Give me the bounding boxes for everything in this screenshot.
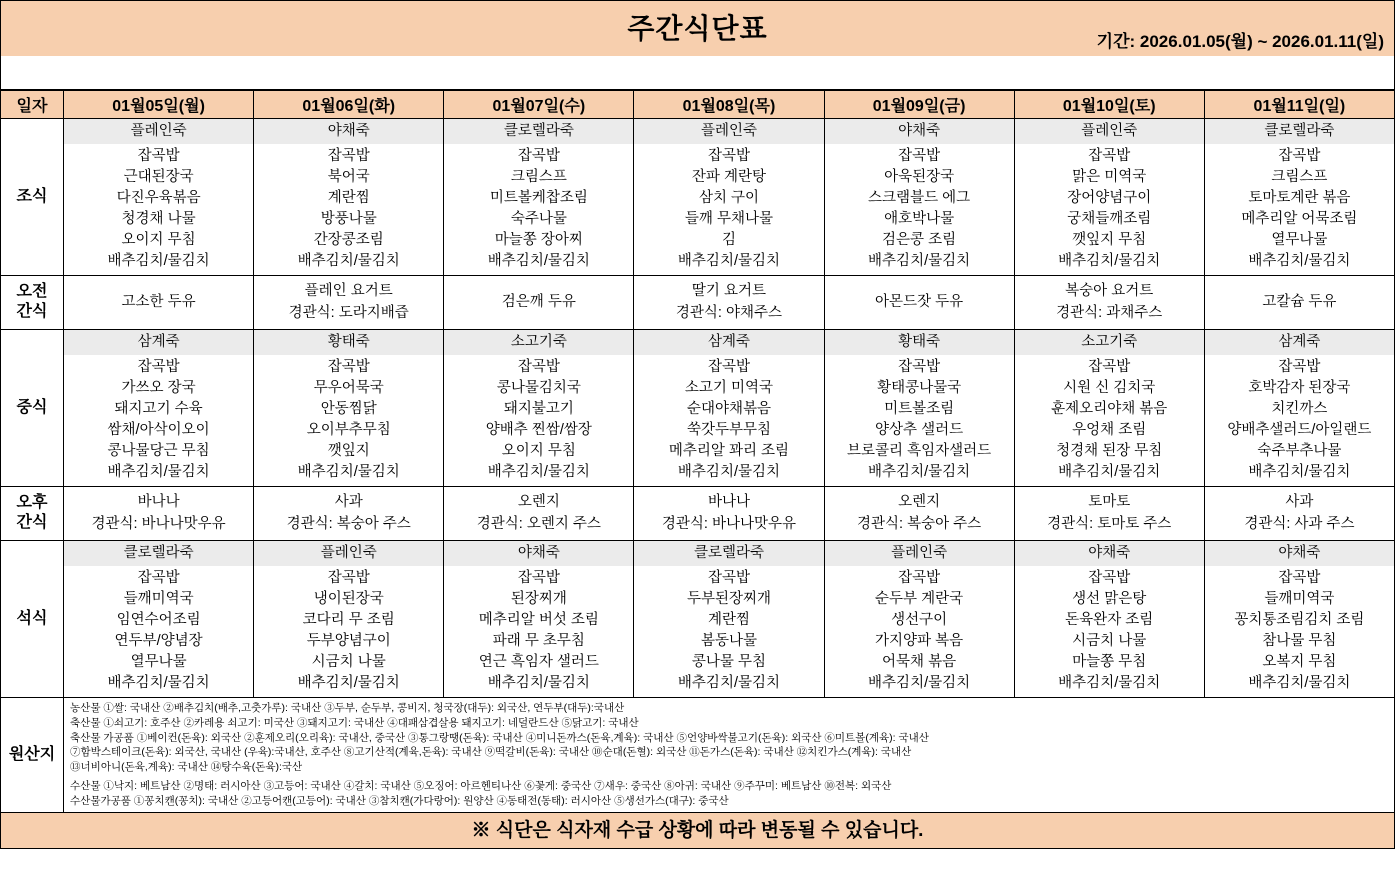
menu-items: [1205, 144, 1394, 275]
footer-notice: ※ 식단은 식자재 수급 상황에 따라 변동될 수 있습니다.: [0, 813, 1395, 849]
menu-item: 배추김치/물김치: [297, 252, 400, 269]
menu-item: 잡곡밥: [1088, 147, 1131, 164]
menu-item: 참나물 무침: [1262, 632, 1337, 649]
snack-cell: [1014, 486, 1204, 540]
menu-item: 순대야채볶음: [686, 400, 771, 417]
meal-cell: [444, 540, 634, 697]
menu-item: 시금치 나물: [311, 653, 386, 670]
menu-item: 깻잎지 무침: [1072, 231, 1147, 248]
porridge-item: 삼계죽: [64, 330, 253, 355]
menu-item: 콩나물김치국: [496, 379, 581, 396]
menu-item: 숙주나물: [510, 210, 567, 227]
menu-item: 배추김치/물김치: [487, 463, 590, 480]
menu-item: 배추김치/물김치: [1058, 674, 1161, 691]
menu-item: 미트볼조림: [884, 400, 955, 417]
menu-item: 치킨까스: [1271, 400, 1328, 417]
snack-item: 복숭아 요거트: [1065, 282, 1154, 299]
menu-item: 배추김치/물김치: [868, 674, 971, 691]
day-header-1: 01월06일(화): [254, 91, 444, 119]
menu-item: 검은콩 조림: [882, 231, 957, 248]
menu-item: 배추김치/물김치: [297, 674, 400, 691]
page-header: [0, 0, 1395, 56]
menu-item: 배추김치/물김치: [107, 463, 210, 480]
tube-feed-item: 경관식: 바나나맛우유: [91, 516, 226, 533]
menu-item: 양배추샐러드/아일랜드: [1227, 421, 1372, 438]
snack-item: 딸기 요거트: [691, 282, 766, 299]
menu-items: [825, 144, 1014, 275]
menu-table: [0, 90, 1395, 813]
menu-item: 잡곡밥: [517, 569, 560, 586]
menu-items: [1015, 144, 1204, 275]
tube-feed-item: 경관식: 복숭아 주스: [286, 516, 411, 533]
menu-item: 마늘쫑 장아찌: [494, 231, 583, 248]
row-label-morning-snack: 오전 간식: [1, 275, 64, 329]
menu-item: 쌈채/아삭이오이: [107, 421, 210, 438]
porridge-item: 황태죽: [825, 330, 1014, 355]
porridge-item: 플레인죽: [825, 541, 1014, 566]
origin-line: 농산물 ①쌀: 국내산 ②배추김치(배추,고춧가루): 국내산 ③두부, 순두부, 콩비지, 청국장(대두): 외국산, 연두부(대두):국내산: [70, 701, 625, 714]
menu-item: 배추김치/물김치: [1248, 674, 1351, 691]
menu-item: 궁채들깨조림: [1067, 210, 1152, 227]
menu-item: 아욱된장국: [884, 168, 955, 185]
menu-item: 배추김치/물김치: [677, 463, 780, 480]
menu-item: 잡곡밥: [707, 147, 750, 164]
porridge-item: 삼계죽: [1205, 330, 1394, 355]
snack-cell: [64, 486, 254, 540]
snack-item: 플레인 요거트: [304, 282, 393, 299]
menu-item: 배추김치/물김치: [868, 252, 971, 269]
row-label-afternoon-snack: 오후 간식: [1, 486, 64, 540]
menu-items: [64, 566, 253, 697]
day-header-0: 01월05일(월): [64, 91, 254, 119]
snack-cell: [824, 486, 1014, 540]
menu-item: 계란찜: [707, 611, 750, 628]
menu-item: 잡곡밥: [1278, 569, 1321, 586]
tube-feed-item: 경관식: 과채주스: [1056, 305, 1163, 322]
corner-label: 일자: [1, 91, 64, 119]
menu-item: 토마토계란 볶음: [1248, 189, 1351, 206]
menu-item: 돼지고기 수육: [114, 400, 203, 417]
menu-item: 배추김치/물김치: [1058, 252, 1161, 269]
row-label-breakfast: 조식: [1, 119, 64, 276]
snack-cell: [64, 275, 254, 329]
meal-cell: [64, 329, 254, 486]
row-label-lunch: 중식: [1, 329, 64, 486]
menu-items: [825, 566, 1014, 697]
porridge-item: 삼계죽: [634, 330, 823, 355]
menu-item: 잡곡밥: [137, 358, 180, 375]
tube-feed-item: 경관식: 야채주스: [675, 305, 783, 322]
snack-item: 오렌지: [517, 493, 560, 510]
porridge-item: 클로렐라죽: [634, 541, 823, 566]
menu-item: 잡곡밥: [137, 147, 180, 164]
menu-item: 크림스프: [1271, 168, 1328, 185]
meal-cell: [634, 329, 824, 486]
menu-items: [1015, 566, 1204, 697]
meal-cell: [64, 540, 254, 697]
meal-cell: [824, 540, 1014, 697]
menu-item: 배추김치/물김치: [297, 463, 400, 480]
meal-cell: [1014, 119, 1204, 276]
snack-cell: [634, 275, 824, 329]
menu-item: 오이지 무침: [121, 231, 196, 248]
menu-item: 돈육완자 조림: [1065, 611, 1154, 628]
menu-item: 스크램블드 에그: [868, 189, 971, 206]
menu-item: 콩나물 무침: [691, 653, 766, 670]
snack-cell: [254, 275, 444, 329]
porridge-item: 클로렐라죽: [64, 541, 253, 566]
porridge-item: 클로렐라죽: [444, 119, 633, 144]
menu-item: 오복지 무침: [1262, 653, 1337, 670]
origin-line: ⑦함박스테이크(돈육): 외국산, 국내산 (우육):국내산, 호주산 ⑧고기산적(계육,돈육): 국내산 ⑨떡갈비(돈육): 국내산 ⑩순대(돈혈): 외국산 ⑪돈가스(돈육): 국내산 ⑫치킨가스(계육): 국내산: [70, 746, 912, 759]
menu-item: 열무나물: [1271, 231, 1328, 248]
menu-items: [64, 144, 253, 275]
meal-cell: [824, 329, 1014, 486]
menu-item: 잔파 계란탕: [691, 168, 766, 185]
origin-line: 수산물가공품 ①꽁치캔(꽁치): 국내산 ②고등어캔(고등어): 국내산 ③참치캔(가다랑어): 원양산 ④동태전(동태): 러시아산 ⑤생선가스(대구): 중국산: [70, 795, 729, 808]
tube-feed-item: 경관식: 오렌지 주스: [476, 516, 601, 533]
menu-item: 크림스프: [510, 168, 567, 185]
porridge-item: 소고기죽: [1015, 330, 1204, 355]
header-spacer: [0, 56, 1395, 90]
snack-item: 고소한 두유: [121, 294, 196, 311]
day-header-4: 01월09일(금): [824, 91, 1014, 119]
meal-cell: [1204, 119, 1394, 276]
table-row-dinner: [1, 540, 1395, 697]
menu-item: 코다리 무 조림: [302, 611, 395, 628]
menu-item: 미트볼케찹조림: [489, 189, 588, 206]
menu-item: 애호박나물: [884, 210, 955, 227]
menu-item: 황태콩나물국: [877, 379, 962, 396]
menu-item: 두부된장찌개: [686, 590, 771, 607]
porridge-item: 클로렐라죽: [1205, 119, 1394, 144]
menu-item: 두부양념구이: [306, 632, 391, 649]
page-title: 주간식단표: [627, 13, 768, 44]
row-label-origin: 원산지: [1, 697, 64, 812]
menu-item: 북어국: [327, 168, 370, 185]
menu-items: [634, 144, 823, 275]
snack-item: 아몬드잣 두유: [875, 294, 964, 311]
menu-item: 들깨 무채나물: [684, 210, 773, 227]
menu-item: 청경채 나물: [121, 210, 196, 227]
origin-line: 축산물 가공품 ①베이컨(돈육): 외국산 ②훈제오리(오리육): 국내산, 중국산 ③통그랑땡(돈육): 국내산 ④미니돈까스(돈육,계육): 국내산 ⑤언양바싹불고기(돈육): 외국산 ⑥미트볼(계육): 국내산: [70, 731, 929, 744]
snack-item: 사과: [1285, 493, 1314, 510]
menu-item: 파래 무 초무침: [492, 632, 585, 649]
menu-item: 배추김치/물김치: [1248, 252, 1351, 269]
menu-item: 잡곡밥: [1088, 569, 1131, 586]
snack-cell: [1014, 275, 1204, 329]
menu-items: [444, 355, 633, 486]
tube-feed-item: 경관식: 도라지배즙: [288, 305, 409, 322]
menu-item: 잡곡밥: [1278, 358, 1321, 375]
menu-item: 잡곡밥: [707, 569, 750, 586]
row-label-dinner: 석식: [1, 540, 64, 697]
menu-item: 깻잎지: [327, 442, 370, 459]
menu-item: 생선 맑은탕: [1072, 590, 1147, 607]
menu-item: 호박감자 된장국: [1248, 379, 1351, 396]
table-row-lunch: [1, 329, 1395, 486]
menu-item: 된장찌개: [510, 590, 567, 607]
menu-item: 마늘쫑 무침: [1072, 653, 1147, 670]
snack-cell: [444, 275, 634, 329]
meal-cell: [254, 540, 444, 697]
day-header-5: 01월10일(토): [1014, 91, 1204, 119]
porridge-item: 플레인죽: [634, 119, 823, 144]
menu-item: 배추김치/물김치: [487, 252, 590, 269]
menu-item: 안동찜닭: [320, 400, 377, 417]
porridge-item: 플레인죽: [1015, 119, 1204, 144]
meal-cell: [1014, 540, 1204, 697]
snack-item: 검은깨 두유: [501, 294, 576, 311]
menu-table-head: [1, 91, 1395, 119]
meal-cell: [1014, 329, 1204, 486]
tube-feed-item: 경관식: 사과 주스: [1244, 516, 1355, 533]
porridge-item: 야채죽: [254, 119, 443, 144]
porridge-item: 야채죽: [1015, 541, 1204, 566]
menu-item: 잡곡밥: [327, 358, 370, 375]
menu-item: 훈제오리야채 볶음: [1051, 400, 1168, 417]
menu-item: 간장콩조림: [313, 231, 384, 248]
menu-item: 시원 신 김치국: [1063, 379, 1156, 396]
menu-item: 배추김치/물김치: [487, 674, 590, 691]
porridge-item: 플레인죽: [254, 541, 443, 566]
meal-cell: [1204, 540, 1394, 697]
meal-cell: [254, 329, 444, 486]
menu-item: 냉이된장국: [313, 590, 384, 607]
meal-cell: [634, 119, 824, 276]
tube-feed-item: 경관식: 토마토 주스: [1047, 516, 1172, 533]
menu-item: 삼치 구이: [698, 189, 759, 206]
menu-item: 맑은 미역국: [1072, 168, 1147, 185]
menu-item: 다진우육볶음: [116, 189, 201, 206]
origin-info: [64, 697, 1395, 812]
menu-item: 무우어묵국: [313, 379, 384, 396]
menu-item: 오이부추무침: [306, 421, 391, 438]
menu-item: 콩나물당근 무침: [107, 442, 210, 459]
menu-item: 배추김치/물김치: [1248, 463, 1351, 480]
origin-line: 수산물 ①낙지: 베트남산 ②명태: 러시아산 ③고등어: 국내산 ④갈치: 국내산 ⑤오징어: 아르헨티나산 ⑥꽃게: 중국산 ⑦새우: 중국산 ⑧아귀: 국내산 ⑨주꾸미: 베트남산 ⑩전복: 외국산: [70, 780, 892, 793]
menu-item: 배추김치/물김치: [1058, 463, 1161, 480]
menu-item: 메추리알 어묵조림: [1241, 210, 1358, 227]
porridge-item: 소고기죽: [444, 330, 633, 355]
menu-item: 잡곡밥: [1278, 147, 1321, 164]
meal-cell: [254, 119, 444, 276]
porridge-item: 플레인죽: [64, 119, 253, 144]
menu-items: [444, 144, 633, 275]
menu-item: 청경채 된장 무침: [1056, 442, 1163, 459]
menu-item: 장어양념구이: [1067, 189, 1152, 206]
menu-item: 연두부/양념장: [114, 632, 203, 649]
menu-item: 연근 흑임자 샐러드: [478, 653, 599, 670]
menu-item: 열무나물: [130, 653, 187, 670]
menu-item: 양상추 샐러드: [875, 421, 964, 438]
menu-items: [254, 144, 443, 275]
menu-item: 계란찜: [327, 189, 370, 206]
day-header-2: 01월07일(수): [444, 91, 634, 119]
menu-items: [64, 355, 253, 486]
menu-item: 봄동나물: [700, 632, 757, 649]
menu-items: [254, 355, 443, 486]
snack-item: 바나나: [137, 493, 180, 510]
snack-item: 고칼슘 두유: [1262, 294, 1337, 311]
menu-item: 브로콜리 흑임자샐러드: [847, 442, 992, 459]
menu-item: 숙주부추나물: [1257, 442, 1342, 459]
meal-cell: [824, 119, 1014, 276]
snack-item: 토마토: [1088, 493, 1131, 510]
porridge-item: 황태죽: [254, 330, 443, 355]
table-row-origin: [1, 697, 1395, 812]
snack-item: 사과: [334, 493, 363, 510]
porridge-item: 야채죽: [1205, 541, 1394, 566]
table-header-row: [1, 91, 1395, 119]
menu-item: 임연수어조림: [116, 611, 201, 628]
menu-item: 김: [721, 231, 736, 248]
tube-feed-item: 경관식: 바나나맛우유: [661, 516, 797, 533]
menu-item: 방풍나물: [320, 210, 377, 227]
menu-item: 잡곡밥: [517, 358, 560, 375]
snack-cell: [444, 486, 634, 540]
menu-item: 근대된장국: [123, 168, 194, 185]
menu-table-body: [1, 119, 1395, 813]
menu-item: 가지양파 복음: [875, 632, 964, 649]
day-header-6: 01월11일(일): [1204, 91, 1394, 119]
snack-cell: [254, 486, 444, 540]
meal-cell: [444, 329, 634, 486]
porridge-item: 야채죽: [825, 119, 1014, 144]
menu-item: 잡곡밥: [707, 358, 750, 375]
menu-item: 메추리알 꽈리 조림: [668, 442, 790, 459]
menu-item: 시금치 나물: [1072, 632, 1147, 649]
menu-item: 양배추 찐쌈/쌈장: [485, 421, 592, 438]
menu-item: 어묵채 볶음: [882, 653, 957, 670]
snack-item: 바나나: [707, 493, 750, 510]
table-row-breakfast: [1, 119, 1395, 276]
menu-item: 들깨미역국: [123, 590, 194, 607]
menu-item: 잡곡밥: [898, 569, 941, 586]
menu-item: 배추김치/물김치: [677, 674, 780, 691]
menu-item: 잡곡밥: [327, 147, 370, 164]
menu-items: [1205, 355, 1394, 486]
menu-items: [1205, 566, 1394, 697]
menu-item: 잡곡밥: [517, 147, 560, 164]
snack-item: 오렌지: [898, 493, 941, 510]
menu-item: 잡곡밥: [898, 358, 941, 375]
snack-cell: [1204, 486, 1394, 540]
meal-cell: [1204, 329, 1394, 486]
menu-items: [1015, 355, 1204, 486]
porridge-item: 야채죽: [444, 541, 633, 566]
menu-item: 배추김치/물김치: [677, 252, 780, 269]
snack-cell: [824, 275, 1014, 329]
day-header-3: 01월08일(목): [634, 91, 824, 119]
menu-item: 생선구이: [891, 611, 948, 628]
menu-item: 들깨미역국: [1264, 590, 1335, 607]
menu-items: [444, 566, 633, 697]
menu-item: 잡곡밥: [137, 569, 180, 586]
snack-cell: [1204, 275, 1394, 329]
menu-item: 배추김치/물김치: [107, 252, 210, 269]
menu-item: 잡곡밥: [327, 569, 370, 586]
menu-item: 돼지불고기: [503, 400, 574, 417]
origin-line: ⑬너비아니(돈육,계육): 국내산 ⑭탕수육(돈육):국산: [70, 761, 303, 774]
menu-items: [634, 355, 823, 486]
menu-item: 우엉채 조림: [1072, 421, 1147, 438]
menu-item: 잡곡밥: [898, 147, 941, 164]
meal-cell: [444, 119, 634, 276]
snack-cell: [634, 486, 824, 540]
menu-item: 가쓰오 장국: [121, 379, 196, 396]
table-row-afternoon-snack: [1, 486, 1395, 540]
menu-item: 소고기 미역국: [684, 379, 773, 396]
table-row-morning-snack: [1, 275, 1395, 329]
period-range: 기간: 2026.01.05(월) ~ 2026.01.11(일): [1096, 32, 1384, 51]
menu-items: [254, 566, 443, 697]
menu-items: [825, 355, 1014, 486]
meal-cell: [634, 540, 824, 697]
menu-items: [634, 566, 823, 697]
menu-item: 메추리알 버섯 조림: [478, 611, 599, 628]
meal-cell: [64, 119, 254, 276]
tube-feed-item: 경관식: 복숭아 주스: [857, 516, 982, 533]
origin-line: 축산물 ①쇠고기: 호주산 ②카레용 쇠고기: 미국산 ③돼지고기: 국내산 ④대패삼겹살용 돼지고기: 네덜란드산 ⑤닭고기: 국내산: [70, 716, 639, 729]
menu-item: 꽁치통조림김치 조림: [1234, 611, 1365, 628]
menu-item: 잡곡밥: [1088, 358, 1131, 375]
menu-item: 오이지 무침: [501, 442, 576, 459]
menu-item: 배추김치/물김치: [107, 674, 210, 691]
menu-item: 쑥갓두부무침: [686, 421, 771, 438]
menu-item: 순두부 계란국: [875, 590, 964, 607]
menu-item: 배추김치/물김치: [868, 463, 971, 480]
